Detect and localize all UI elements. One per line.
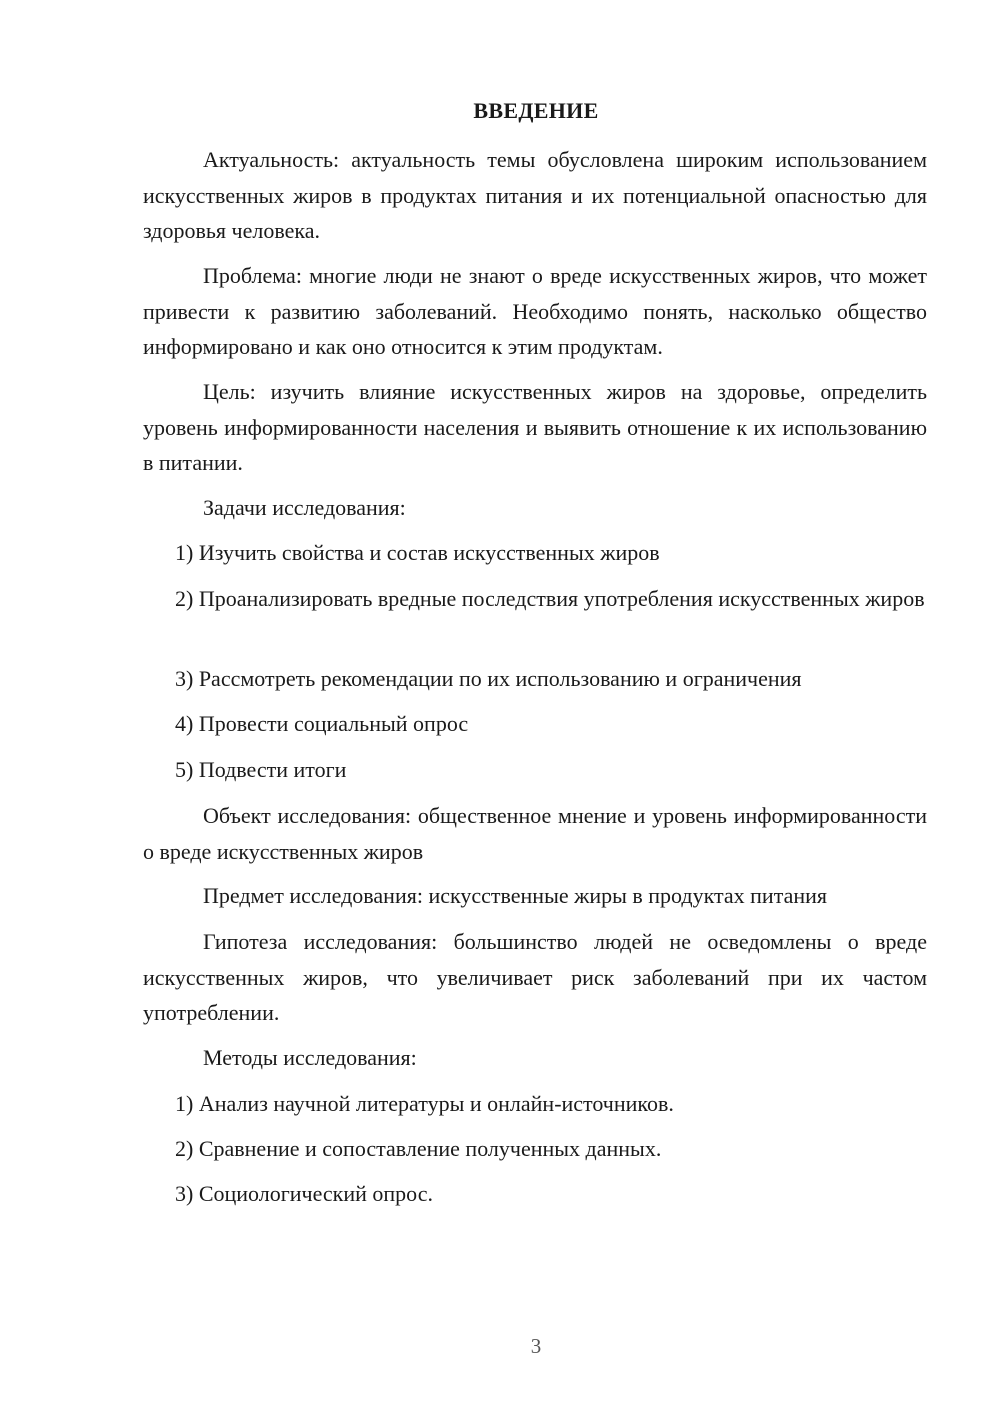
- page-title: ВВЕДЕНИЕ: [473, 98, 599, 123]
- page-number: 3: [530, 1334, 542, 1358]
- method-item-2: 2) Сравнение и сопоставление полученных данных.: [175, 1136, 662, 1161]
- methods-heading: Методы исследования:: [203, 1045, 417, 1070]
- relevance-paragraph: Актуальность: актуальность темы обусловлена широким использованием искусственных жиров в продуктах питания и их потенциальной опасностью для здоровья человека.: [143, 147, 927, 243]
- task-item-1: 1) Изучить свойства и состав искусственных жиров: [175, 540, 660, 565]
- tasks-heading: Задачи исследования:: [203, 495, 406, 520]
- method-item-1: 1) Анализ научной литературы и онлайн-источников.: [175, 1091, 674, 1116]
- task-item-2: 2) Проанализировать вредные последствия употребления искусственных жиров: [175, 586, 925, 611]
- method-item-3: 3) Социологический опрос.: [175, 1181, 433, 1206]
- hypothesis-paragraph: Гипотеза исследования: большинство людей не осведомлены о вреде искусственных жиров, что увеличивает риск заболеваний при их частом употреблении.: [143, 929, 927, 1025]
- task-item-5: 5) Подвести итоги: [175, 757, 347, 782]
- task-item-4: 4) Провести социальный опрос: [175, 711, 469, 736]
- problem-paragraph: Проблема: многие люди не знают о вреде искусственных жиров, что может привести к развитию заболеваний. Необходимо понять, насколько общество информировано и как оно относится к этим продуктам.: [143, 263, 927, 359]
- goal-paragraph: Цель: изучить влияние искусственных жиров на здоровье, определить уровень информированности населения и выявить отношение к их использованию в питании.: [143, 379, 927, 475]
- subject-paragraph: Предмет исследования: искусственные жиры в продуктах питания: [203, 883, 828, 908]
- task-item-3: 3) Рассмотреть рекомендации по их использованию и ограничения: [175, 666, 802, 691]
- object-paragraph: Объект исследования: общественное мнение и уровень информированности о вреде искусственных жиров: [143, 803, 927, 864]
